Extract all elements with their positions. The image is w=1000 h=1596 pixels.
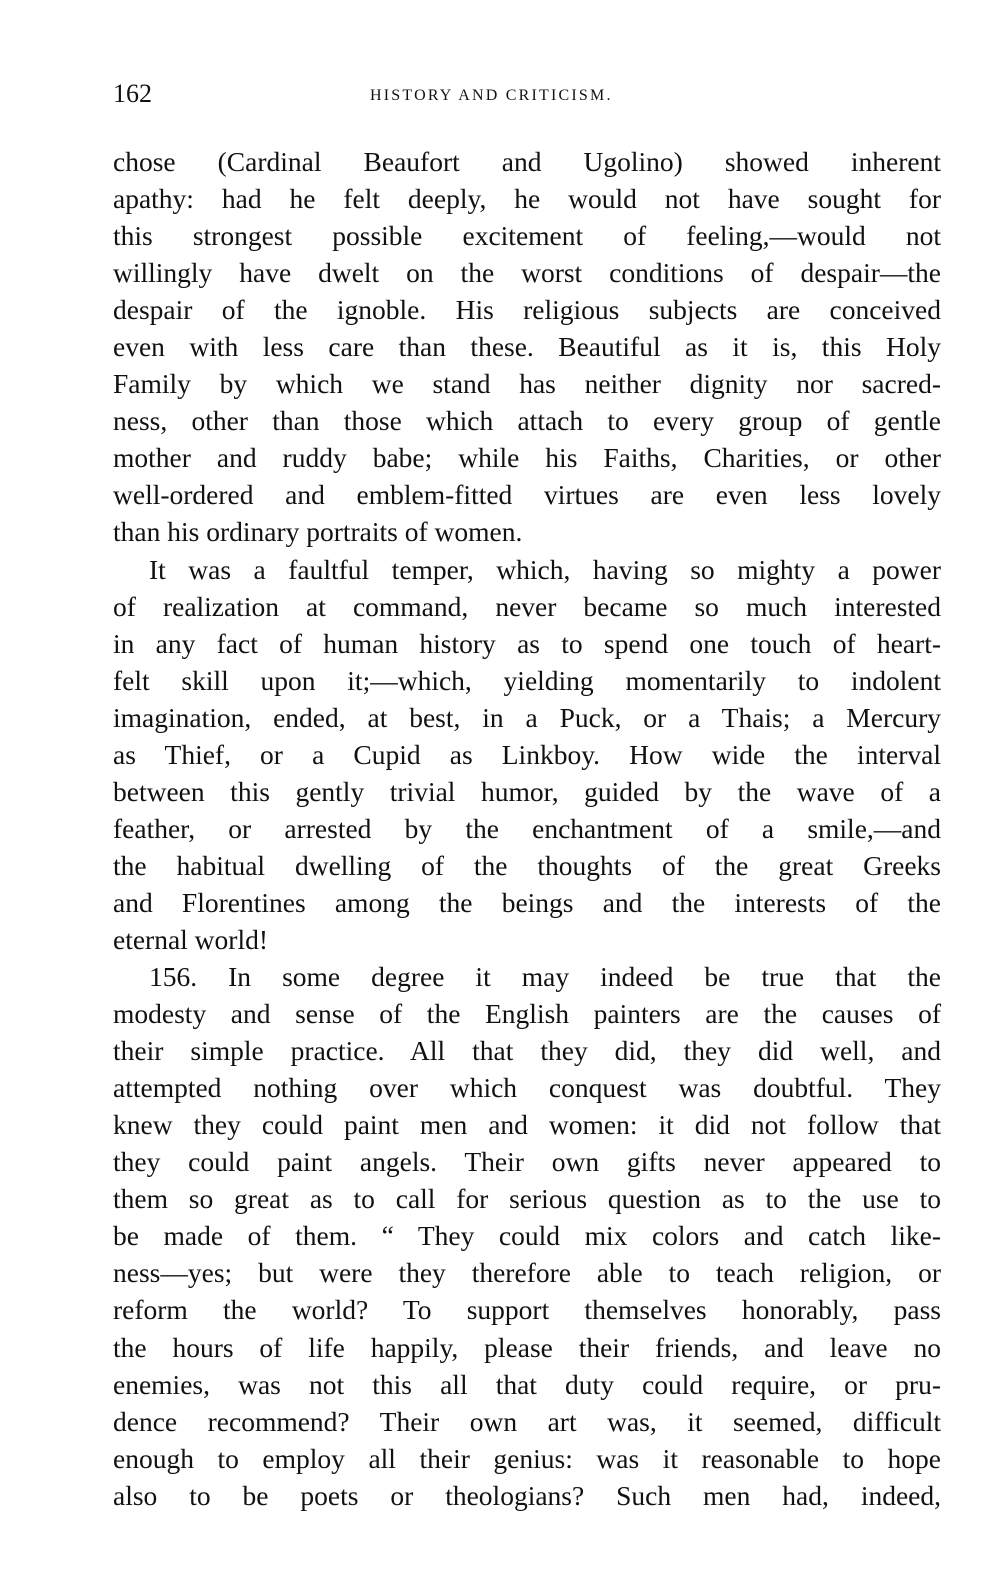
page-header [113, 76, 943, 112]
text-line: despair of the ignoble. His religious subjects are conceived [113, 294, 941, 326]
text-line: in any fact of human history as to spend one touch of heart- [113, 627, 941, 659]
text-line: ness—yes; but were they therefore able to teach religion, or [113, 1257, 941, 1289]
text-line: well-ordered and emblem-fitted virtues are even less lovely [113, 479, 941, 511]
text-line: the habitual dwelling of the thoughts of the great Greeks [113, 849, 941, 881]
text-line: felt skill upon it;—which, yielding momentarily to indolent [113, 664, 941, 696]
paragraph [113, 143, 941, 551]
text-line: Family by which we stand has neither dignity nor sacred- [113, 368, 941, 400]
text-line: than his ordinary portraits of women. [113, 516, 523, 548]
text-line: chose (Cardinal Beaufort and Ugolino) showed inherent [113, 146, 941, 177]
text-line: enemies, was not this all that duty could require, or pru- [113, 1368, 941, 1400]
text-line: 156. In some degree it may indeed be true that the [149, 961, 941, 993]
text-line: this strongest possible excitement of feeling,—would not [113, 220, 941, 252]
text-line: reform the world? To support themselves honorably, pass [113, 1294, 941, 1326]
text-line: It was a faultful temper, which, having so mighty a power [149, 553, 941, 585]
text-line: as Thief, or a Cupid as Linkboy. How wide the interval [113, 738, 941, 770]
body-text [113, 143, 941, 1514]
text-line: eternal world! [113, 923, 268, 955]
text-line: imagination, ended, at best, in a Puck, or a Thais; a Mercury [113, 701, 941, 733]
text-line: attempted nothing over which conquest was doubtful. They [113, 1072, 941, 1104]
text-line: of realization at command, never became so much interested [113, 590, 941, 622]
page-number: 162 [113, 79, 152, 108]
text-line: even with less care than these. Beautiful as it is, this Holy [113, 331, 941, 363]
text-line: and Florentines among the beings and the interests of the [113, 886, 941, 918]
text-line: also to be poets or theologians? Such men had, indeed, [113, 1479, 941, 1511]
text-line: mother and ruddy babe; while his Faiths, Charities, or other [113, 442, 941, 474]
text-line: them so great as to call for serious question as to the use to [113, 1183, 941, 1215]
text-line: feather, or arrested by the enchantment of a smile,—and [113, 812, 941, 844]
text-line: be made of them. “ They could mix colors and catch like- [113, 1220, 941, 1252]
text-line: the hours of life happily, please their friends, and leave no [113, 1331, 941, 1363]
text-line: ness, other than those which attach to every group of gentle [113, 405, 941, 437]
paragraph [113, 551, 941, 959]
text-line: willingly have dwelt on the worst conditions of despair—the [113, 257, 941, 289]
text-line: they could paint angels. Their own gifts never appeared to [113, 1146, 941, 1178]
text-line: modesty and sense of the English painters are the causes of [113, 998, 941, 1030]
text-line: between this gently trivial humor, guided by the wave of a [113, 775, 941, 807]
text-line: knew they could paint men and women: it did not follow that [113, 1109, 941, 1141]
text-line: their simple practice. All that they did, they did well, and [113, 1035, 941, 1067]
text-line: apathy: had he felt deeply, he would not have sought for [113, 183, 941, 215]
text-line: enough to employ all their genius: was it reasonable to hope [113, 1442, 941, 1474]
paragraph [113, 958, 941, 1514]
text-line: dence recommend? Their own art was, it seemed, difficult [113, 1405, 941, 1437]
running-head: HISTORY AND CRITICISM. [370, 87, 613, 104]
